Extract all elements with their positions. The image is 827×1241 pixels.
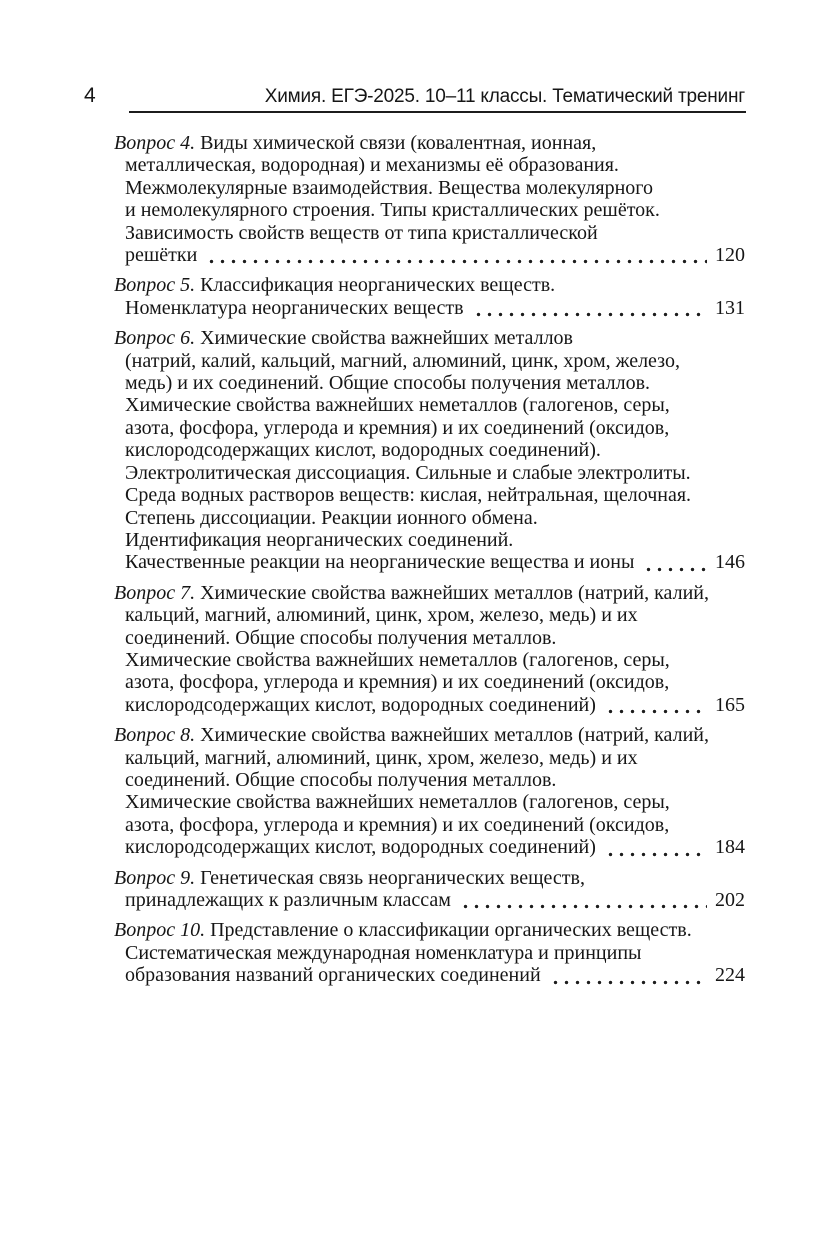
toc-line: Среда водных растворов веществ: кислая, нейтральная, щелочная. [125, 484, 692, 507]
toc-entry [114, 919, 745, 987]
toc-line: Химические свойства важнейших неметаллов (галогенов, серы, [125, 791, 670, 814]
dot-leader [548, 964, 707, 986]
toc-line: азота, фосфора, углерода и кремния) и их соединений (оксидов, [125, 416, 670, 439]
dot-leader [471, 297, 707, 319]
toc-entry-label: Вопрос 5. [114, 274, 196, 297]
toc-line-text: Химические свойства важнейших металлов [200, 327, 574, 350]
toc-entry [114, 327, 745, 574]
header-rule [129, 111, 746, 113]
toc-line: Систематическая международная номенклатура и принципы [125, 941, 642, 964]
toc-line: кислородсодержащих кислот, водородных соединений). [125, 439, 601, 462]
toc-line-text: Классификация неорганических веществ. [200, 274, 556, 297]
toc-entry-label: Вопрос 9. [114, 866, 196, 889]
toc-line: Химические свойства важнейших неметаллов (галогенов, серы, [125, 394, 670, 417]
toc-line: азота, фосфора, углерода и кремния) и их соединений (оксидов, [125, 671, 670, 694]
toc-line [125, 297, 745, 319]
toc-line-text: Химические свойства важнейших металлов (натрий, калий, [200, 724, 709, 747]
toc-line [125, 964, 745, 986]
dot-leader [458, 889, 707, 911]
toc-entry-label: Вопрос 8. [114, 724, 196, 747]
toc-entry [114, 724, 745, 859]
toc-line [114, 132, 745, 154]
toc-line: азота, фосфора, углерода и кремния) и их соединений (оксидов, [125, 813, 670, 836]
toc-line-text: Виды химической связи (ковалентная, ионная, [200, 132, 597, 154]
toc-line [114, 274, 745, 296]
dot-leader [641, 551, 707, 573]
toc-entry-label: Вопрос 7. [114, 581, 196, 604]
toc-line: Электролитическая диссоциация. Сильные и слабые электролиты. [125, 461, 691, 484]
table-of-contents [114, 132, 745, 987]
toc-line: соединений. Общие способы получения металлов. [125, 768, 557, 791]
toc-line [125, 889, 745, 911]
toc-entry [114, 132, 745, 267]
toc-line-text: кислородсодержащих кислот, водородных соединений) [125, 836, 596, 859]
toc-page-ref: 131 [715, 296, 745, 319]
toc-line: кальций, магний, алюминий, цинк, хром, железо, медь) и их [125, 746, 638, 769]
toc-entry-label: Вопрос 10. [114, 919, 206, 942]
toc-page-ref: 224 [715, 964, 745, 987]
toc-page-ref: 184 [715, 836, 745, 859]
toc-line: Идентификация неорганических соединений. [125, 528, 514, 551]
toc-line-text: Представление о классификации органических веществ. [210, 919, 692, 942]
toc-page-ref: 202 [715, 889, 745, 911]
toc-line: медь) и их соединений. Общие способы получения металлов. [125, 372, 651, 395]
toc-line-text: Генетическая связь неорганических веществ, [200, 866, 585, 889]
toc-line: (натрий, калий, кальций, магний, алюминий, цинк, хром, железо, [125, 349, 680, 372]
running-title: Химия. ЕГЭ-2025. 10–11 классы. Тематический тренинг [264, 86, 745, 107]
toc-line [125, 244, 745, 266]
toc-line [125, 694, 745, 716]
toc-line-text: кислородсодержащих кислот, водородных соединений) [125, 693, 596, 716]
toc-line: кальций, магний, алюминий, цинк, хром, железо, медь) и их [125, 604, 638, 627]
toc-page-ref: 165 [715, 693, 745, 716]
toc-line [114, 867, 745, 889]
toc-line-text: Качественные реакции на неорганические вещества и ионы [125, 551, 635, 574]
toc-entry-label: Вопрос 6. [114, 327, 196, 350]
toc-line-text: Номенклатура неорганических веществ [125, 296, 464, 319]
toc-entry [114, 581, 745, 716]
toc-line-text: решётки [125, 244, 198, 267]
toc-entry [114, 866, 745, 912]
dot-leader [603, 694, 707, 716]
toc-line [114, 724, 745, 746]
toc-line [114, 582, 745, 604]
toc-line [114, 327, 745, 349]
toc-line [125, 551, 745, 573]
toc-line: Зависимость свойств веществ от типа кристаллической [125, 221, 598, 244]
toc-page-ref: 120 [715, 244, 745, 267]
toc-page-ref: 146 [715, 551, 745, 574]
toc-line: металлическая, водородная) и механизмы её образования. [125, 154, 619, 177]
toc-line: Степень диссоциации. Реакции ионного обмена. [125, 506, 538, 529]
toc-entry-label: Вопрос 4. [114, 132, 196, 154]
dot-leader [204, 244, 707, 266]
toc-entry [114, 274, 745, 319]
page-number: 4 [84, 84, 96, 107]
toc-line-text: Химические свойства важнейших металлов (натрий, калий, [200, 581, 709, 604]
toc-line [114, 919, 745, 941]
toc-line: и немолекулярного строения. Типы кристаллических решёток. [125, 199, 660, 222]
toc-line-text: принадлежащих к различным классам [125, 889, 451, 911]
dot-leader [603, 836, 707, 858]
toc-line: Межмолекулярные взаимодействия. Вещества молекулярного [125, 176, 653, 199]
toc-line [125, 836, 745, 858]
toc-line-text: образования названий органических соединений [125, 964, 541, 987]
toc-line: Химические свойства важнейших неметаллов (галогенов, серы, [125, 648, 670, 671]
toc-line: соединений. Общие способы получения металлов. [125, 626, 557, 649]
